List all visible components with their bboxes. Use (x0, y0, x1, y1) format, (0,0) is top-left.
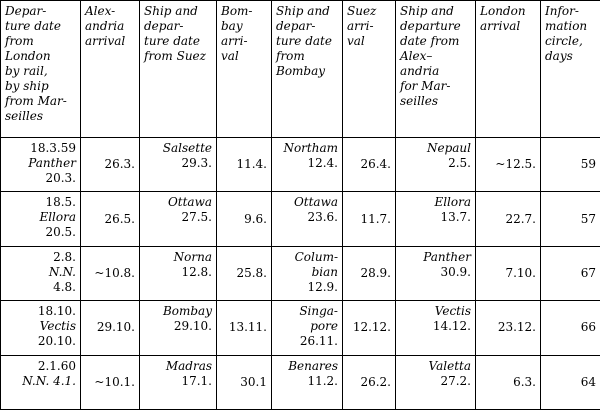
departure-cell: 18.5. Ellora 20.5. (1, 192, 81, 246)
bombay-ship-cell: Colum- bian 12.9. (272, 246, 343, 300)
table-row (1, 138, 600, 192)
london-arrival-cell: 22.7. (476, 192, 541, 246)
bombay-arrival-cell: 25.8. (217, 246, 272, 300)
suez-arrival-cell: 26.4. (343, 138, 396, 192)
table-row (1, 192, 600, 246)
alexandria-ship-cell: Nepaul 2.5. (396, 138, 476, 192)
suez-ship-cell: Bombay 29.10. (140, 301, 217, 355)
table-row (1, 355, 600, 409)
header-circle-days: Infor- mation circle, days (541, 1, 600, 138)
bombay-ship-cell: Benares 11.2. (272, 355, 343, 409)
alexandria-arrival-cell: 26.5. (81, 192, 140, 246)
table-row (1, 246, 600, 300)
header-london-arrival: London arrival (476, 1, 541, 138)
suez-arrival-cell: 28.9. (343, 246, 396, 300)
alexandria-arrival-cell: 29.10. (81, 301, 140, 355)
suez-arrival-cell: 11.7. (343, 192, 396, 246)
suez-arrival-cell: 26.2. (343, 355, 396, 409)
london-arrival-cell: ~12.5. (476, 138, 541, 192)
header-suez-arrival: Suez arri- val (343, 1, 396, 138)
departure-cell: 2.1.60 N.N. 4.1. (1, 355, 81, 409)
circle-days-cell: 67 (541, 246, 600, 300)
suez-ship-cell: Norna 12.8. (140, 246, 217, 300)
alexandria-arrival-cell: ~10.1. (81, 355, 140, 409)
header-alexandria-ship: Ship and departure date from Alex– andria for Mar- seilles (396, 1, 476, 138)
bombay-ship-cell: Singa- pore 26.11. (272, 301, 343, 355)
header-bombay-ship: Ship and depar- ture date from Bombay (272, 1, 343, 138)
circle-days-cell: 66 (541, 301, 600, 355)
alexandria-ship-cell: Ellora 13.7. (396, 192, 476, 246)
bombay-arrival-cell: 9.6. (217, 192, 272, 246)
departure-cell: 18.10. Vectis 20.10. (1, 301, 81, 355)
bombay-ship-cell: Ottawa 23.6. (272, 192, 343, 246)
suez-ship-cell: Ottawa 27.5. (140, 192, 217, 246)
table-row (1, 301, 600, 355)
bombay-arrival-cell: 30.1 (217, 355, 272, 409)
header-departure-london: Depar- ture date from London by rail, by ship from Mar- seilles (1, 1, 81, 138)
suez-ship-cell: Madras 17.1. (140, 355, 217, 409)
alexandria-ship-cell: Panther 30.9. (396, 246, 476, 300)
bombay-arrival-cell: 11.4. (217, 138, 272, 192)
header-row (1, 1, 600, 138)
london-arrival-cell: 6.3. (476, 355, 541, 409)
alexandria-ship-cell: Vectis 14.12. (396, 301, 476, 355)
header-alexandria-arrival: Alex- andria arrival (81, 1, 140, 138)
circle-days-cell: 57 (541, 192, 600, 246)
circle-days-cell: 59 (541, 138, 600, 192)
alexandria-ship-cell: Valetta 27.2. (396, 355, 476, 409)
alexandria-arrival-cell: 26.3. (81, 138, 140, 192)
suez-arrival-cell: 12.12. (343, 301, 396, 355)
bombay-ship-cell: Northam 12.4. (272, 138, 343, 192)
london-arrival-cell: 23.12. (476, 301, 541, 355)
suez-ship-cell: Salsette 29.3. (140, 138, 217, 192)
bombay-arrival-cell: 13.11. (217, 301, 272, 355)
header-suez-ship: Ship and depar- ture date from Suez (140, 1, 217, 138)
departure-cell: 2.8. N.N. 4.8. (1, 246, 81, 300)
departure-cell: 18.3.59 Panther 20.3. (1, 138, 81, 192)
alexandria-arrival-cell: ~10.8. (81, 246, 140, 300)
header-bombay-arrival: Bom- bay arri- val (217, 1, 272, 138)
london-arrival-cell: 7.10. (476, 246, 541, 300)
circle-days-cell: 64 (541, 355, 600, 409)
